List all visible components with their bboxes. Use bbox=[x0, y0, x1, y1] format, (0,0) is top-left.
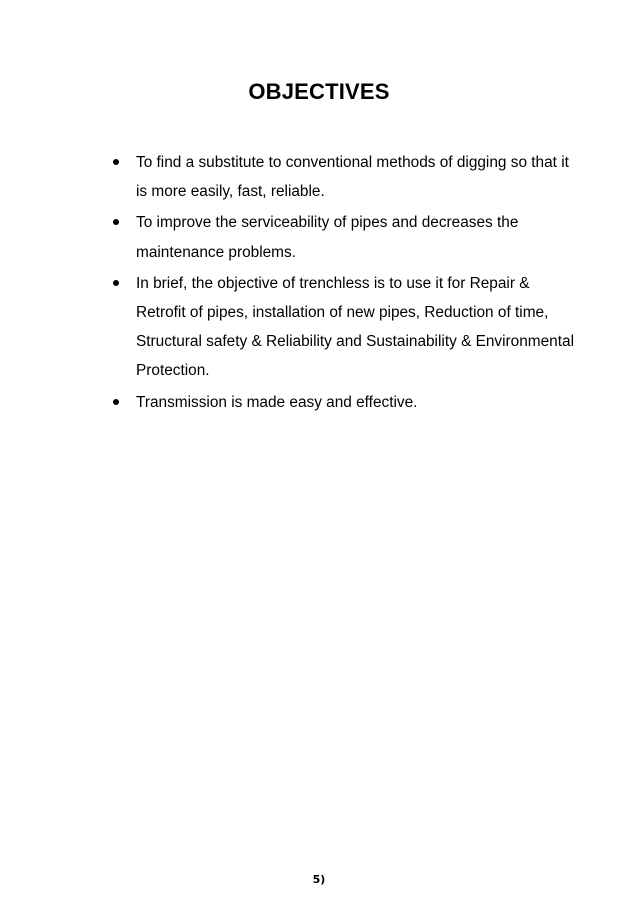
bullet-icon bbox=[113, 219, 119, 225]
list-item-text: To improve the serviceability of pipes and decreases the maintenance problems. bbox=[136, 214, 519, 261]
bullet-icon bbox=[113, 399, 119, 405]
list-item bbox=[113, 208, 583, 266]
list-item-text: In brief, the objective of trenchless is to use it for Repair & Retrofit of pipes, installation of new pipes, Reduction of time, Structural safety & Reliability and Sustainability & Environmental Protection. bbox=[136, 274, 574, 380]
page-number: 5) bbox=[312, 873, 326, 886]
bullet-icon bbox=[113, 159, 119, 165]
objectives-list bbox=[113, 148, 583, 419]
list-item bbox=[113, 269, 583, 386]
bullet-icon bbox=[113, 280, 119, 286]
list-item bbox=[113, 388, 583, 417]
list-item bbox=[113, 148, 583, 206]
list-item-text: To find a substitute to conventional methods of digging so that it is more easily, fast, reliable. bbox=[136, 154, 569, 201]
list-item-text: Transmission is made easy and effective. bbox=[136, 393, 418, 411]
page-title: OBJECTIVES bbox=[248, 79, 390, 104]
